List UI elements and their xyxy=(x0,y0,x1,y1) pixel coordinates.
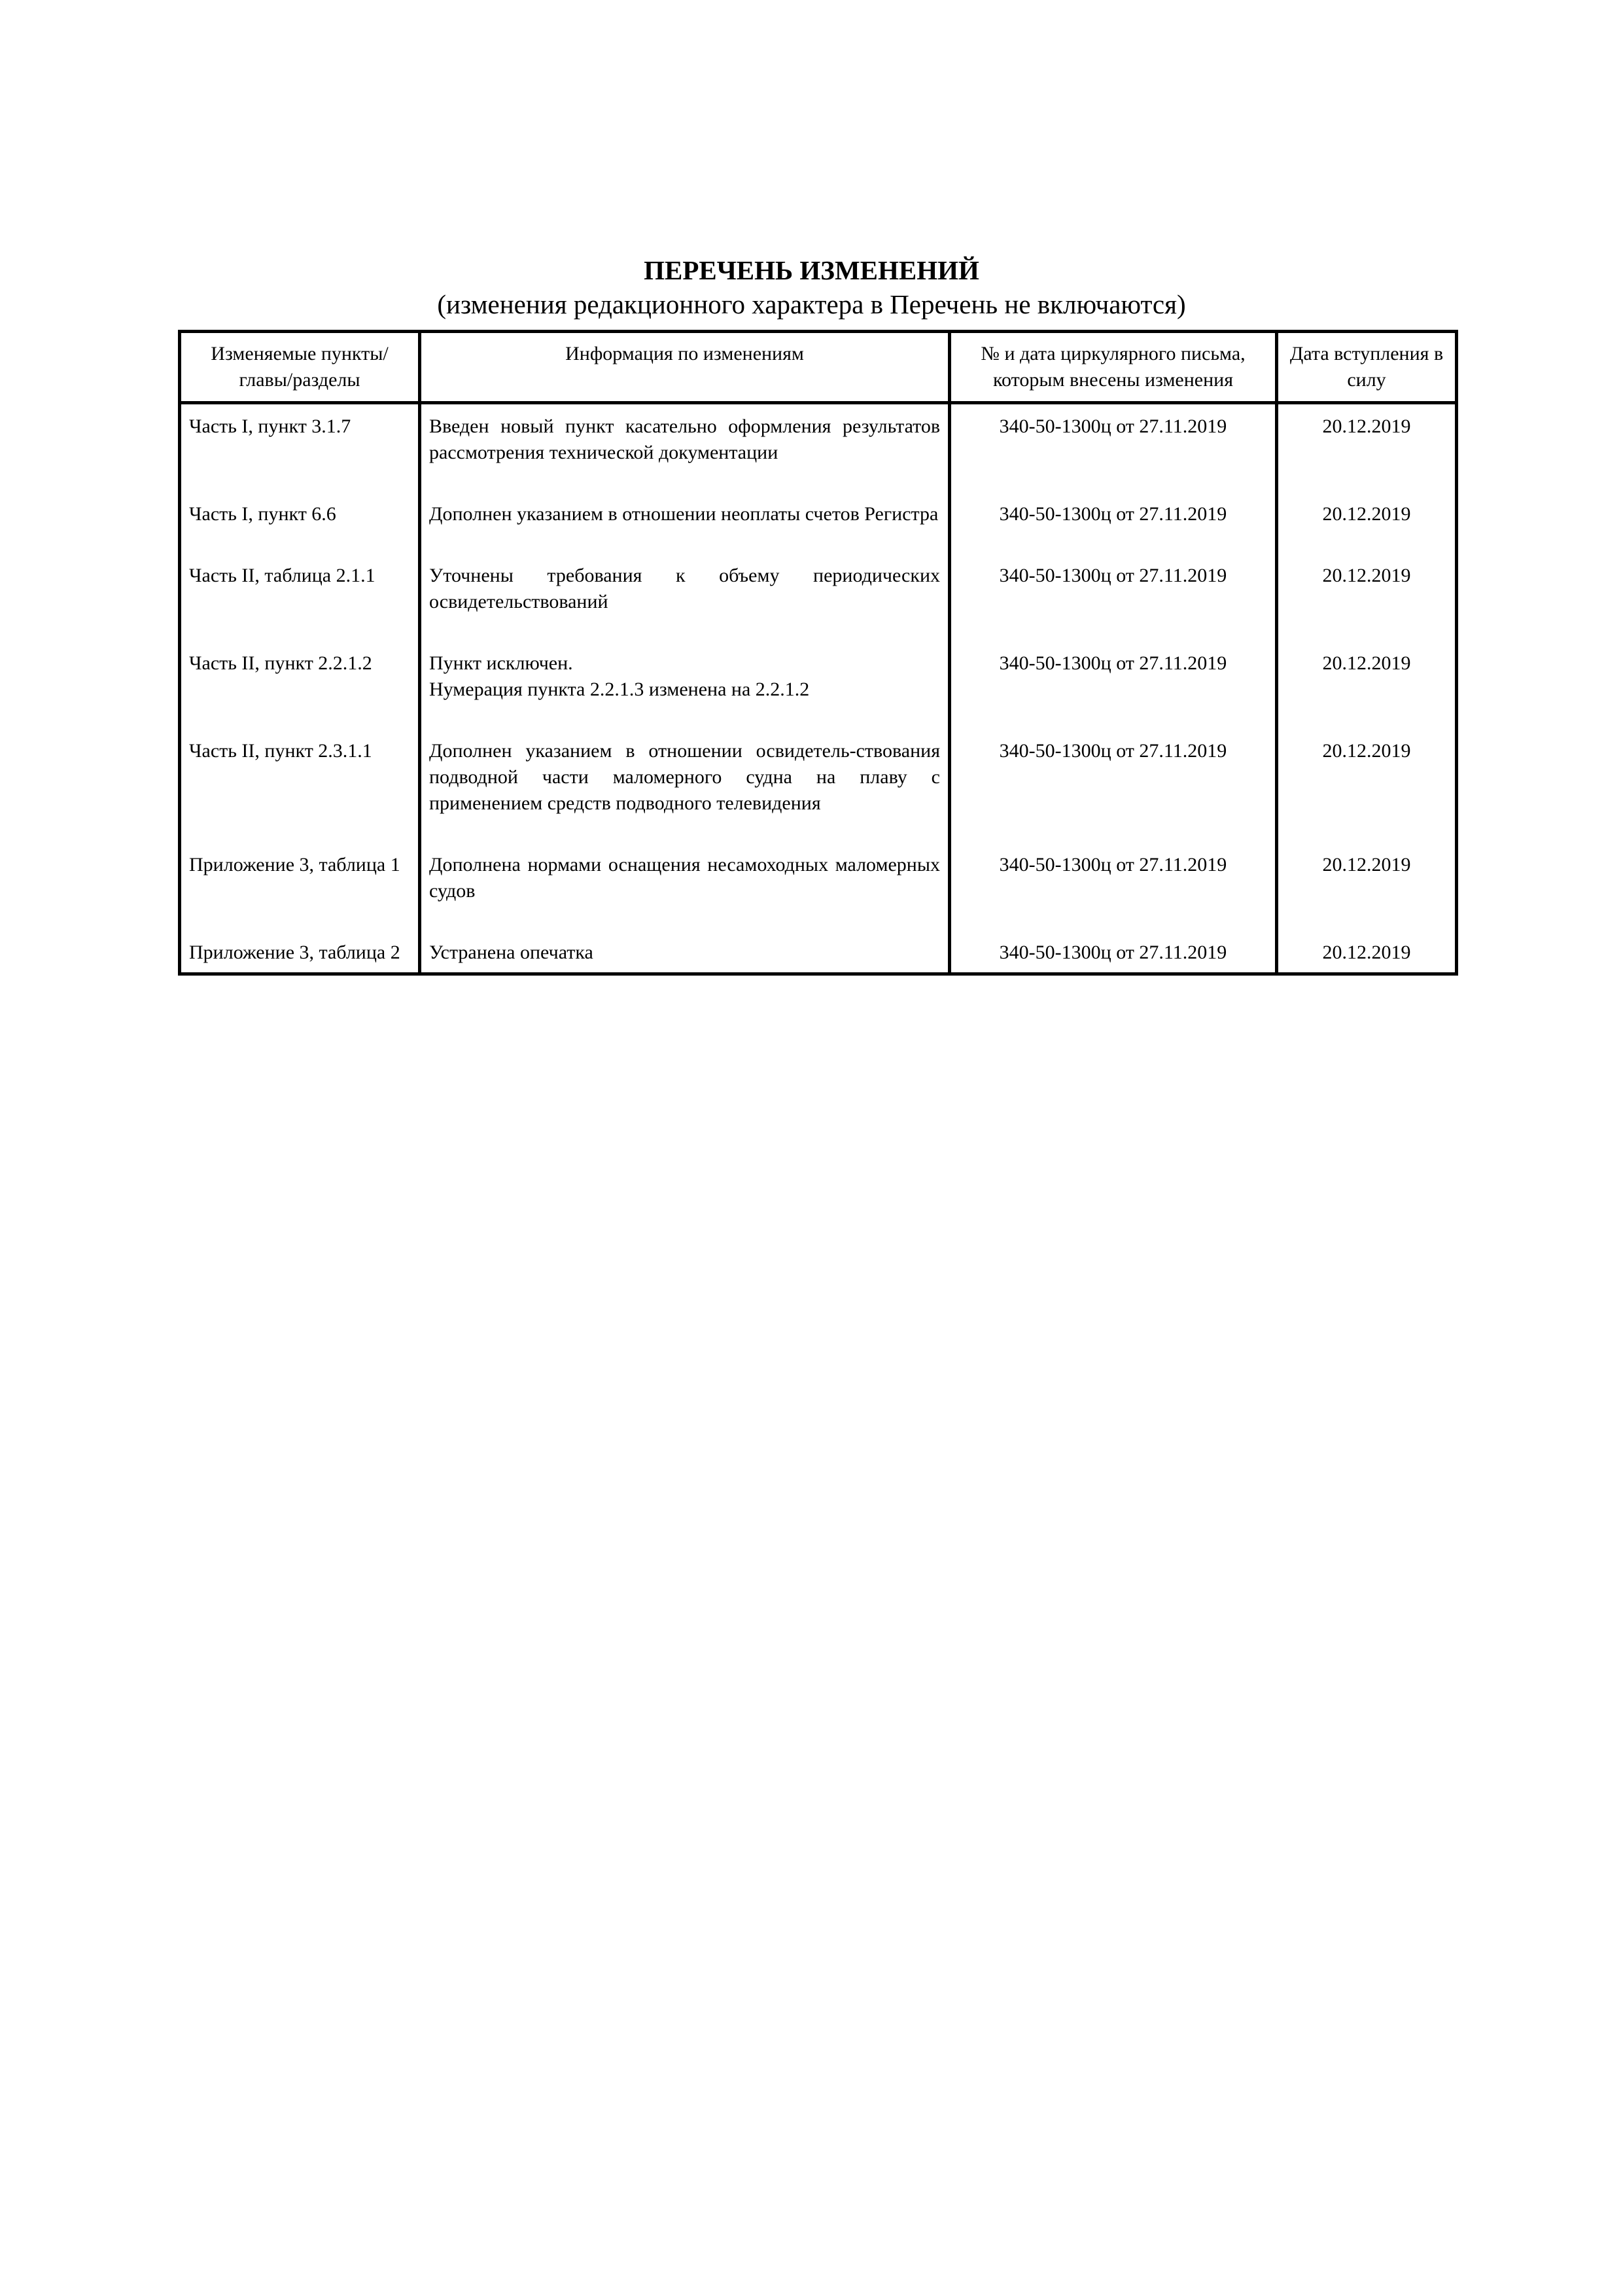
row-change-info: Введен новый пункт касательно оформления результатов рассмотрения технической документации xyxy=(420,403,950,493)
header-circular-letter: № и дата циркулярного письма, которым внесены изменения xyxy=(950,332,1277,403)
row-change-info xyxy=(420,641,950,729)
row-change-info: Дополнена нормами оснащения несамоходных маломерных судов xyxy=(420,843,950,930)
table-row xyxy=(180,554,1457,641)
row-effective-date: 20.12.2019 xyxy=(1277,930,1457,974)
table-body xyxy=(180,403,1457,974)
row-change-info: Уточнены требования к объему периодических освидетельствований xyxy=(420,554,950,641)
row-effective-date: 20.12.2019 xyxy=(1277,492,1457,554)
row-change-info: Дополнен указанием в отношении неоплаты счетов Регистра xyxy=(420,492,950,554)
row-section: Приложение 3, таблица 2 xyxy=(180,930,420,974)
table-row xyxy=(180,403,1457,493)
row-change-info: Устранена опечатка xyxy=(420,930,950,974)
table-row xyxy=(180,729,1457,843)
row-circular-letter: 340-50-1300ц от 27.11.2019 xyxy=(950,930,1277,974)
table-row xyxy=(180,843,1457,930)
header-row xyxy=(180,332,1457,403)
row-circular-letter: 340-50-1300ц от 27.11.2019 xyxy=(950,403,1277,493)
row-effective-date: 20.12.2019 xyxy=(1277,641,1457,729)
row-effective-date: 20.12.2019 xyxy=(1277,403,1457,493)
row-section: Часть II, пункт 2.2.1.2 xyxy=(180,641,420,729)
row-section: Часть II, пункт 2.3.1.1 xyxy=(180,729,420,843)
row-effective-date: 20.12.2019 xyxy=(1277,729,1457,843)
row-circular-letter: 340-50-1300ц от 27.11.2019 xyxy=(950,729,1277,843)
table-header xyxy=(180,332,1457,403)
document-subtitle: (изменения редакционного характера в Перечень не включаются) xyxy=(437,289,1186,319)
row-section: Часть I, пункт 6.6 xyxy=(180,492,420,554)
row-effective-date: 20.12.2019 xyxy=(1277,554,1457,641)
header-effective-date: Дата вступления в силу xyxy=(1277,332,1457,403)
header-change-info: Информация по изменениям xyxy=(420,332,950,403)
header-sections: Изменяемые пункты/главы/разделы xyxy=(180,332,420,403)
row-section: Приложение 3, таблица 1 xyxy=(180,843,420,930)
row-circular-letter: 340-50-1300ц от 27.11.2019 xyxy=(950,492,1277,554)
document-title: ПЕРЕЧЕНЬ ИЗМЕНЕНИЙ xyxy=(644,255,979,285)
row-section: Часть I, пункт 3.1.7 xyxy=(180,403,420,493)
row-change-info: Дополнен указанием в отношении освидетель-ствования подводной части маломерного судна на плаву с применением средств подводного телевидения xyxy=(420,729,950,843)
row-circular-letter: 340-50-1300ц от 27.11.2019 xyxy=(950,843,1277,930)
changes-table xyxy=(178,330,1458,976)
row-circular-letter: 340-50-1300ц от 27.11.2019 xyxy=(950,554,1277,641)
row-change-info-line-2: Нумерация пункта 2.2.1.3 изменена на 2.2.1.2 xyxy=(429,679,810,700)
row-circular-letter: 340-50-1300ц от 27.11.2019 xyxy=(950,641,1277,729)
row-change-info-line-1: Пункт исключен. xyxy=(429,652,573,674)
table-row xyxy=(180,930,1457,974)
row-section: Часть II, таблица 2.1.1 xyxy=(180,554,420,641)
table-row xyxy=(180,641,1457,729)
row-effective-date: 20.12.2019 xyxy=(1277,843,1457,930)
table-row xyxy=(180,492,1457,554)
